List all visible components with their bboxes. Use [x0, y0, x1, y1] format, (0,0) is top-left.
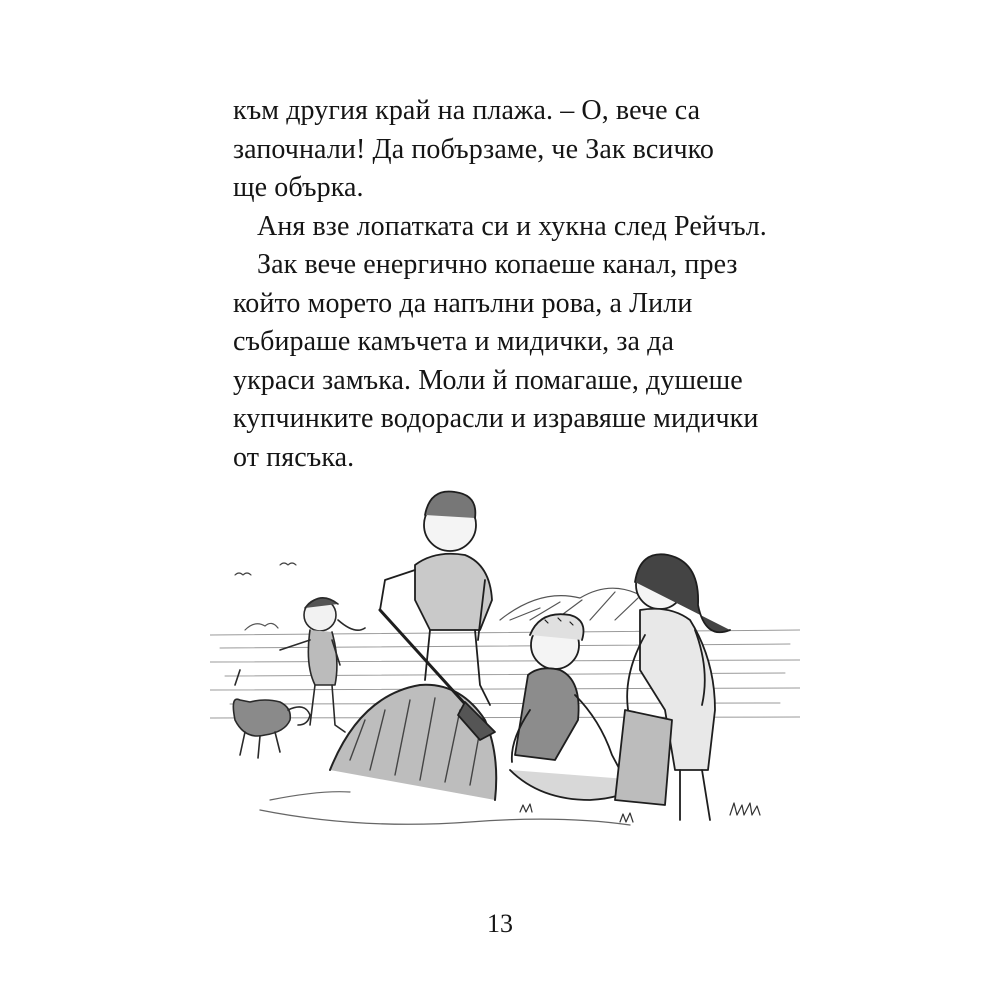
text-line: ще обърка.: [233, 172, 364, 203]
dog-figure: [233, 670, 310, 758]
text-line: Зак вече енергично копаеше канал, през: [257, 249, 738, 280]
child-left-figure: [280, 598, 365, 732]
body-text: [233, 92, 773, 477]
text-line: към другия край на плажа. – О, вече са: [233, 95, 701, 126]
text-line: купчинките водорасли и изравяше мидички: [233, 403, 759, 434]
page-number: 13: [487, 909, 513, 938]
birds: [235, 563, 296, 575]
text-line: събираше камъчета и мидички, за да: [233, 326, 675, 357]
girl-standing-figure: [615, 554, 730, 820]
text-line: от пясъка.: [233, 441, 355, 473]
text-line: Аня взе лопатката си и хукна след Рейчъл.: [257, 210, 767, 242]
text-line: украси замъка. Моли й помагаше, душеше: [233, 364, 743, 396]
beach-illustration: [210, 470, 800, 860]
text-line: който морето да напълни рова, а Лили: [233, 287, 693, 319]
text-line: започнали! Да побързаме, че Зак всичко: [233, 133, 715, 165]
